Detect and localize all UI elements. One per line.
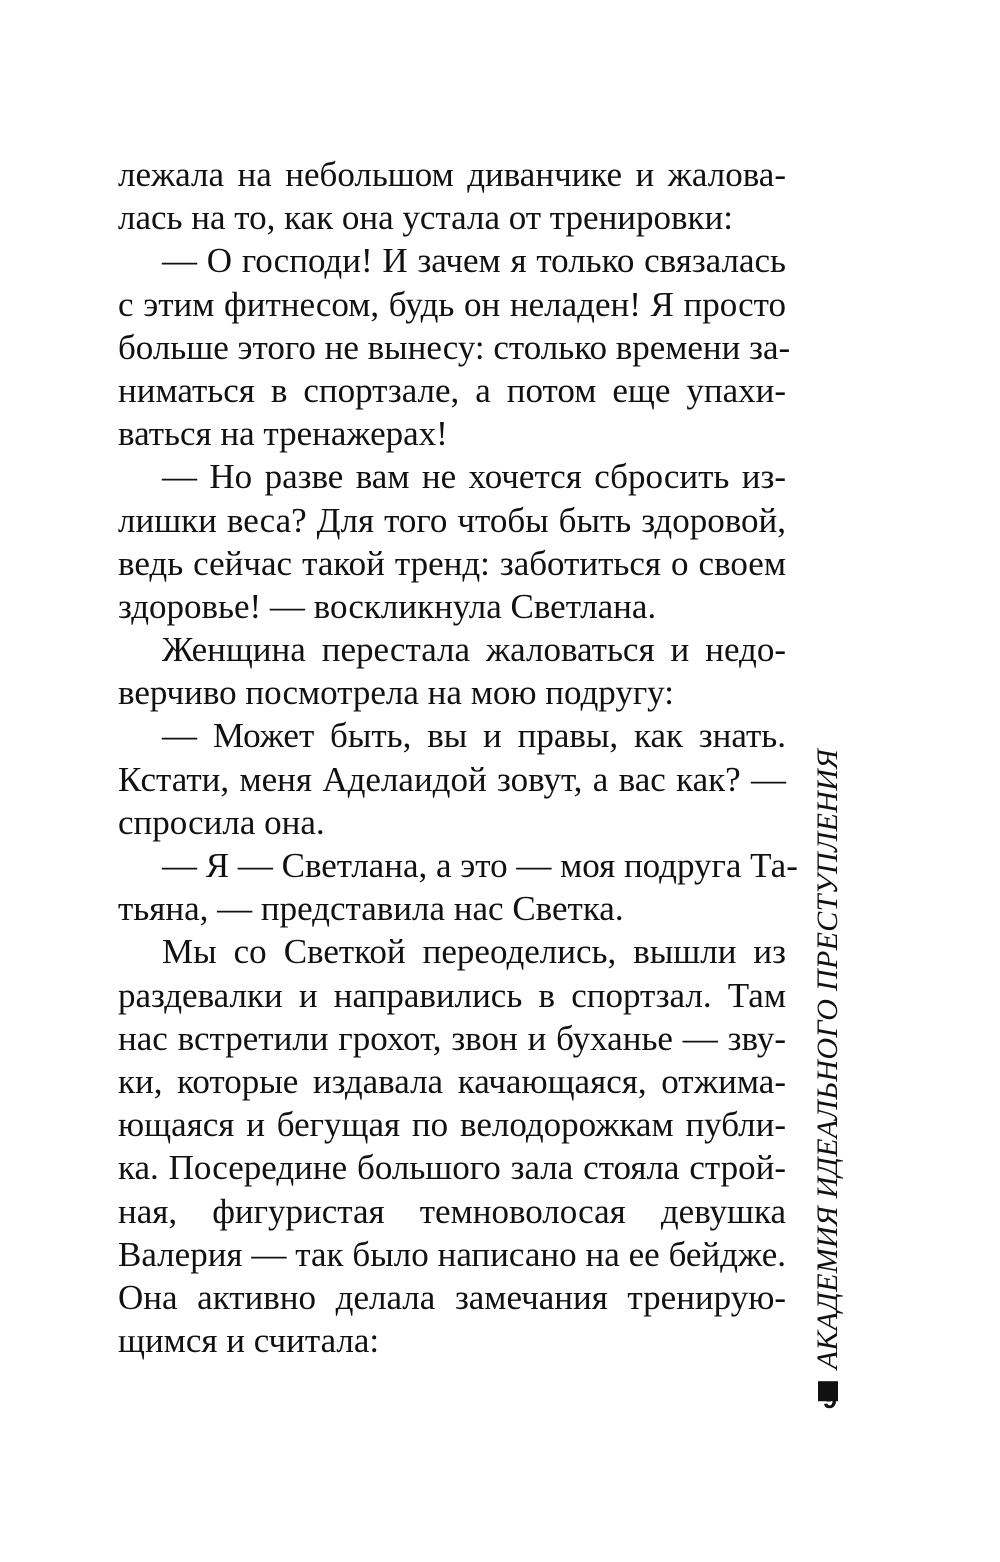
text-line: лишки веса? Для того чтобы быть здоровой, <box>118 500 786 540</box>
text-line: лежала на небольшом диванчике и жалова- <box>118 155 786 194</box>
page-number: 9 <box>822 1384 838 1414</box>
running-head-title: АКАДЕМИЯ ИДЕАЛЬНОГО ПРЕСТУПЛЕНИЯ <box>811 748 844 1370</box>
text-line: с этим фитнесом, будь он неладен! Я просто <box>118 284 786 324</box>
text-line: — Может быть, вы и правы, как знать. <box>162 716 786 756</box>
text-line: — Но разве вам не хочется сбросить из- <box>162 457 786 497</box>
text-line: здоровье! — воскликнула Светлана. <box>118 586 657 626</box>
text-line: — О господи! И зачем я только связалась <box>162 241 786 281</box>
text-line: тьяна, — представила нас Светка. <box>118 889 624 929</box>
text-line: верчиво посмотрела на мою подругу: <box>118 673 674 713</box>
text-line: щимся и считала: <box>118 1321 380 1361</box>
text-line: ведь сейчас такой тренд: заботиться о своем <box>118 543 786 583</box>
text-line: ка. Посередине большого зала стояла строй- <box>118 1148 786 1188</box>
text-line: ная, фигуристая темноволосая девушка <box>118 1191 786 1231</box>
text-line: больше этого не вынесу: столько времени за- <box>118 327 791 367</box>
text-line: ющаяся и бегущая по велодорожкам публи- <box>118 1105 786 1145</box>
text-line: Она активно делала замечания тренирую- <box>118 1277 786 1317</box>
text-line: раздевалки и направились в спортзал. Там <box>118 975 786 1015</box>
running-head <box>806 748 850 1370</box>
body-text <box>118 153 798 1362</box>
text-line: лась на то, как она устала от тренировки: <box>118 198 734 238</box>
text-line: спросила она. <box>118 802 325 842</box>
text-line: — Я — Светлана, а это — моя подруга Та- <box>162 846 798 885</box>
text-line: нас встретили грохот, звон и буханье — зву- <box>118 1018 786 1058</box>
text-line: ниматься в спортзале, а потом еще упахи- <box>118 370 786 410</box>
text-line: Мы со Светкой переоделись, вышли из <box>162 932 786 972</box>
text-line: ки, которые издавала качающаяся, отжима- <box>118 1061 786 1101</box>
text-line: Кстати, меня Аделаидой зовут, а вас как? — <box>118 759 786 799</box>
text-line: ваться на тренажерах! <box>118 414 448 454</box>
text-line: Валерия — так было написано на ее бейдже. <box>118 1234 786 1274</box>
text-line: Женщина перестала жаловаться и недо- <box>162 630 786 670</box>
